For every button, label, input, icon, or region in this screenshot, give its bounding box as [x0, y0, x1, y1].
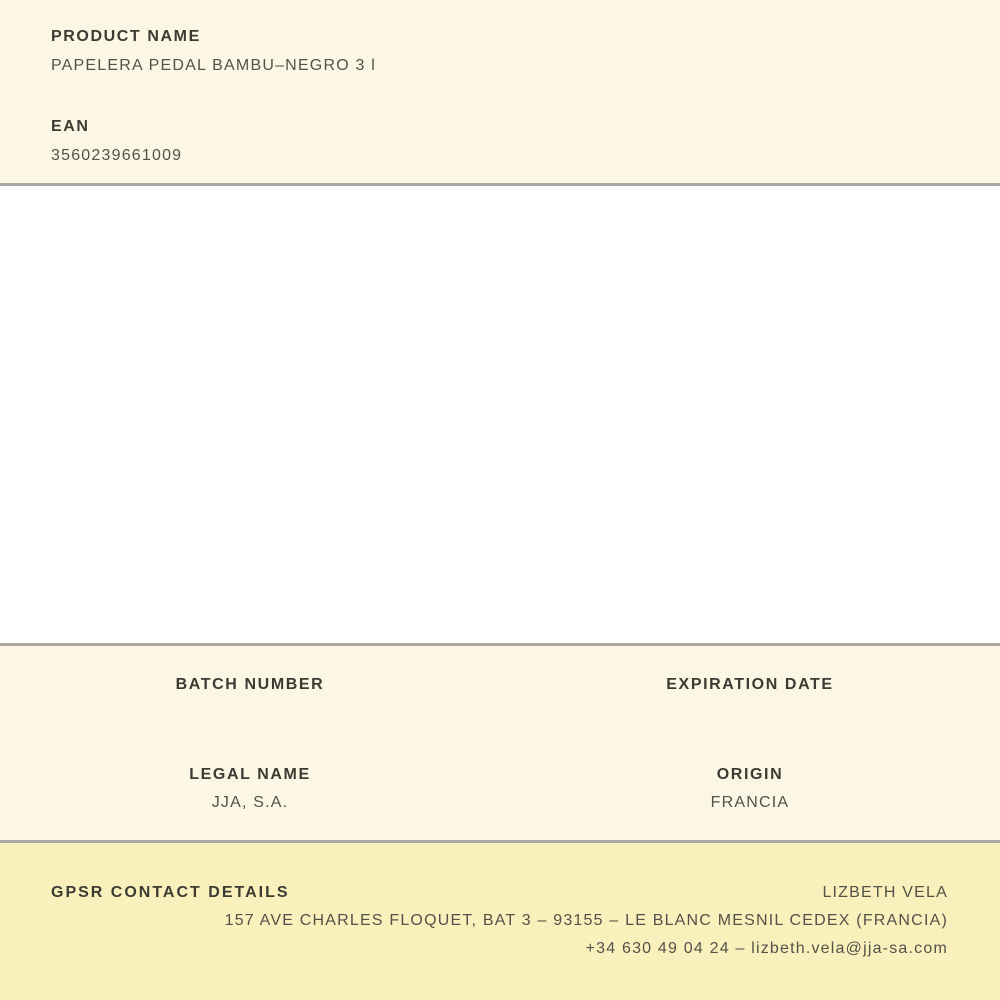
- gpsr-contact-address: 157 AVE CHARLES FLOQUET, BAT 3 – 93155 – LE BLANC MESNIL CEDEX (FRANCIA): [224, 912, 948, 929]
- blank-image-area: [0, 186, 1000, 643]
- legal-name-label: LEGAL NAME: [189, 766, 311, 783]
- origin-label: ORIGIN: [716, 766, 784, 783]
- ean-value: 3560239661009: [51, 147, 183, 164]
- origin-field: [500, 765, 1000, 813]
- expiration-date-label: EXPIRATION DATE: [666, 676, 834, 693]
- expiration-date-value: [500, 703, 1000, 723]
- product-name-value: PAPELERA PEDAL BAMBU–NEGRO 3 l: [51, 57, 376, 74]
- legal-name-value: JJA, S.A.: [211, 794, 289, 811]
- gpsr-contact-phone-email: +34 630 49 04 24 – lizbeth.vela@jja-sa.com: [585, 940, 948, 957]
- gpsr-contact-name: LIZBETH VELA: [822, 884, 948, 901]
- spacer: [51, 76, 949, 117]
- origin-value: FRANCIA: [710, 794, 790, 811]
- gpsr-contact-row: [51, 883, 948, 903]
- ean-label: EAN: [51, 118, 90, 135]
- product-info-section: [0, 0, 1000, 183]
- details-section: [0, 646, 1000, 840]
- gpsr-contact-section: [0, 843, 1000, 1000]
- expiration-date-field: [500, 675, 1000, 723]
- legal-name-field: [0, 765, 500, 813]
- batch-number-value: [0, 703, 500, 723]
- gpsr-contact-heading: GPSR CONTACT DETAILS: [51, 884, 290, 901]
- batch-number-label: BATCH NUMBER: [175, 676, 325, 693]
- product-name-label: PRODUCT NAME: [51, 28, 201, 45]
- batch-number-field: [0, 675, 500, 723]
